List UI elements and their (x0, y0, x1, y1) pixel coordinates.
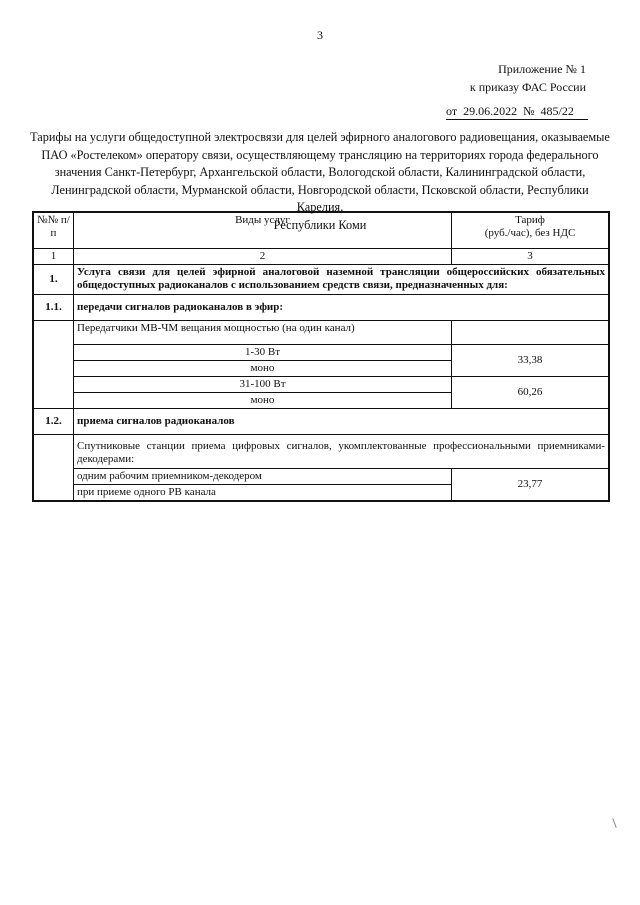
empty-number-cell (33, 320, 74, 408)
column-number: 1 (33, 248, 74, 264)
table-row (33, 320, 609, 344)
stations-label: Спутниковые станции приема цифровых сигналов, укомплектованные профессиональными приемниками-декодерами: (74, 434, 610, 468)
tariff-value: 33,38 (452, 344, 610, 376)
column-number: 3 (452, 248, 610, 264)
tariff-value: 23,77 (452, 468, 610, 501)
appendix-header (470, 60, 586, 96)
header-tariff-unit: (руб./час), без НДС (484, 227, 576, 239)
transmitters-label: Передатчики МВ-ЧМ вещания мощностью (на один канал) (74, 320, 452, 344)
table-header-row (33, 212, 609, 248)
order-from-label: от (446, 104, 458, 118)
power-range: 31-100 Вт (74, 376, 452, 392)
order-date-line (446, 104, 588, 120)
receiver-row: одним рабочим приемником-декодером (74, 468, 452, 484)
page-number: 3 (317, 28, 323, 42)
heading-line: Ленинградской области, Мурманской области, Новгородской области, Псковской области, Республики Карелия, (51, 182, 589, 214)
column-numbers-row (33, 248, 609, 264)
order-date: 29.06.2022 (463, 104, 518, 118)
tariff-table (32, 211, 610, 502)
order-number: 485/22 (540, 104, 574, 118)
subsection-number: 1.1. (33, 294, 74, 320)
table-row (33, 376, 609, 392)
mode-label: моно (74, 360, 452, 376)
header-services: Виды услуг (74, 212, 452, 248)
section-title: Услуга связи для целей эфирной аналоговой наземной трансляции общероссийских обязательных общедоступных радиоканалов с использованием средств связи, предназначенных для: (74, 264, 610, 294)
tariff-value: 60,26 (452, 376, 610, 408)
table-row (33, 468, 609, 484)
heading-line: Тарифы на услуги общедоступной электросвязи для целей эфирного аналогового радиовещания, оказываемые (30, 130, 610, 144)
appendix-title: Приложение № 1 (498, 62, 586, 76)
heading-line: Республики Коми (273, 217, 367, 232)
subsection-title: передачи сигналов радиоканалов в эфир: (74, 294, 610, 320)
header-tariff (452, 212, 610, 248)
power-range: 1-30 Вт (74, 344, 452, 360)
subsection-title: приема сигналов радиоканалов (74, 408, 610, 434)
heading-line: значения Санкт-Петербург, Архангельской области, Вологодской области, Калининградской области, (54, 165, 586, 179)
heading-line: ПАО «Ростелеком» оператору связи, осуществляющему трансляцию на территориях города федерального (41, 147, 599, 162)
mode-label: моно (74, 392, 452, 408)
channel-row: при приеме одного РВ канала (74, 484, 452, 501)
header-tariff-title: Тариф (515, 214, 545, 226)
section-row (33, 264, 609, 294)
header-number: №№ п/п (33, 212, 74, 248)
table-row (33, 434, 609, 468)
appendix-order-ref: к приказу ФАС России (469, 80, 586, 94)
subsection-row (33, 408, 609, 434)
margin-mark (612, 818, 616, 828)
empty-tariff-cell (452, 320, 610, 344)
subsection-number: 1.2. (33, 408, 74, 434)
section-number: 1. (33, 264, 74, 294)
order-number-label: № (523, 104, 535, 118)
table-row (33, 344, 609, 360)
subsection-row (33, 294, 609, 320)
empty-number-cell (33, 434, 74, 501)
column-number: 2 (74, 248, 452, 264)
